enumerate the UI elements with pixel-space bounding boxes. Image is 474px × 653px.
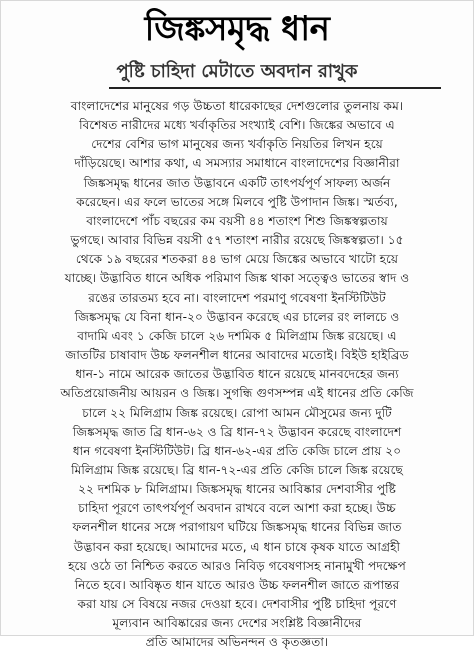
body-line: মিলিগ্রাম জিঙ্ক রয়েছে। ব্রি ধান-৭২-এর প্রতি কেজি চালে জিঙ্ক রয়েছে <box>71 462 403 477</box>
body-line: ২২ দশমিক ৮ মিলিগ্রাম। জিঙ্কসমৃদ্ধ ধানের আবিষ্কার দেশবাসীর পুষ্টি <box>78 482 396 497</box>
body-line: প্রতি আমাদের অভিনন্দন ও কৃতজ্ঞতা। <box>145 635 329 650</box>
body-line: করা যায় সে বিষয়ে নজর দেওয়া হবে। দেশবাসীর পুষ্টি চাহিদা পূরণে <box>77 597 397 612</box>
body-line: জিঙ্কসমৃদ্ধ জাত ব্রি ধান-৬২ ও ব্রি ধান-৭২ উদ্ভাবন করেছে বাংলাদেশ <box>72 424 402 439</box>
body-line: থেকে ১৯ বছরের শতকরা ৪৪ ভাগ মেয়ে জিঙ্কের অভাবে খাটো হয়ে <box>75 252 399 267</box>
body-line: যাচ্ছে। উদ্ভাবিত ধানে অধিক পরিমাণ জিঙ্ক থাকা সত্ত্বেও ভাতের স্বাদ ও <box>64 271 410 286</box>
body-line: ফলনশীল ধানের সঙ্গে পরাগায়ণ ঘটিয়ে জিঙ্কসমৃদ্ধ ধানের বিভিন্ন জাত <box>72 520 402 535</box>
body-line: বাংলাদেশের মানুষের গড় উচ্চতা ধারেকাছের দেশগুলোর তুলনায় কম। <box>70 99 404 113</box>
body-line: বাদামি এবং ১ কেজি চালে ২৬ দশমিক ৫ মিলিগ্রাম জিঙ্ক রয়েছে। এ <box>77 328 397 343</box>
body-line: নিতে হবে। আবিষ্কৃত ধান যাতে আরও উচ্চ ফলনশীল জাতে রূপান্তর <box>74 577 400 592</box>
body-line: দেশের বেশির ভাগ মানুষের জন্য খর্বাকৃতি নিয়তির লিখন হয়ে <box>91 137 383 152</box>
body-line: জিঙ্কসমৃদ্ধ যে বিনা ধান-২০ উদ্ভাবন করেছে এর চালের রং লালচে ও <box>74 309 400 324</box>
body-line: করেছেন। এর ফলে ভাতের সঙ্গে মিলবে পুষ্টি উপাদান জিঙ্ক। স্মর্তব্য, <box>76 194 398 209</box>
subtitle-container <box>1 59 473 85</box>
body-line: অতিপ্রয়োজনীয় আয়রন ও জিঙ্ক। সুগন্ধি গুণসম্পন্ন এই ধানের প্রতি কেজি <box>60 386 414 401</box>
body-line: বাংলাদেশে পাঁচ বছরের কম বয়সী ৪৪ শতাংশ শিশু জিঙ্কস্বল্পতায় <box>86 213 388 228</box>
body-line: জিঙ্কসমৃদ্ধ ধানের জাত উদ্ভাবনে একটি তাৎপর্যপূর্ণ সাফল্য অর্জন <box>83 175 391 190</box>
body-line: মূল্যবান আবিষ্কারের জন্য দেশের সংশ্লিষ্ট বিজ্ঞানীদের <box>112 616 362 631</box>
article-body <box>11 97 463 653</box>
body-line: বিশেষত নারীদের মধ্যে খর্বাকৃতির সংখ্যাই বেশি। জিঙ্কের অভাবে এ <box>79 118 395 133</box>
body-line: হয়ে ওঠে তা নিশ্চিত করতে আরও নিবিড় গবেষণাসহ নানামুখী পদক্ষেপ <box>68 558 406 573</box>
body-line: ধান-১ নামে আরেক জাতের উদ্ভাবিত ধানে রয়েছে মানবদেহের জন্য <box>75 367 399 382</box>
headline: জিঙ্কসমৃদ্ধ ধান <box>144 9 330 49</box>
subtitle: পুষ্টি চাহিদা মেটাতে অবদান রাখুক <box>116 61 358 82</box>
subtitle-underline <box>109 87 441 89</box>
body-line: চাহিদা পূরণে তাৎপর্যপূর্ণ অবদান রাখবে বলে আশা করা হচ্ছে। উচ্চ <box>78 501 396 516</box>
body-line: ধান গবেষণা ইনস্টিটিউট। ব্রি ধান-৬২-এর প্রতি কেজি চালে প্রায় ২০ <box>72 443 402 458</box>
body-line: দাঁড়িয়েছে। আশার কথা, এ সমস্যার সমাধানে বাংলাদেশের বিজ্ঞানীরা <box>74 156 400 171</box>
body-line: উদ্ভাবন করা হয়েছে। আমাদের মতে, এ ধান চাষে কৃষক যাতে আগ্রহী <box>73 539 401 554</box>
body-line: জাতটির চাষাবাদ উচ্চ ফলনশীল ধানের আবাদের মতোই। বিইউ হাইব্রিড <box>65 348 409 363</box>
body-line: চালে ২২ মিলিগ্রাম জিঙ্ক রয়েছে। রোপা আমন মৌসুমের জন্য দুটি <box>82 405 392 420</box>
body-line: ভুগছে। আবার বিভিন্ন বয়সী ৫৭ শতাংশ নারীর রয়েছে জিঙ্কস্বল্পতা। ১৫ <box>70 233 404 248</box>
body-line: রঙের তারতম্য হবে না। বাংলাদেশ পরমাণু গবেষণা ইনস্টিটিউট <box>88 290 386 305</box>
